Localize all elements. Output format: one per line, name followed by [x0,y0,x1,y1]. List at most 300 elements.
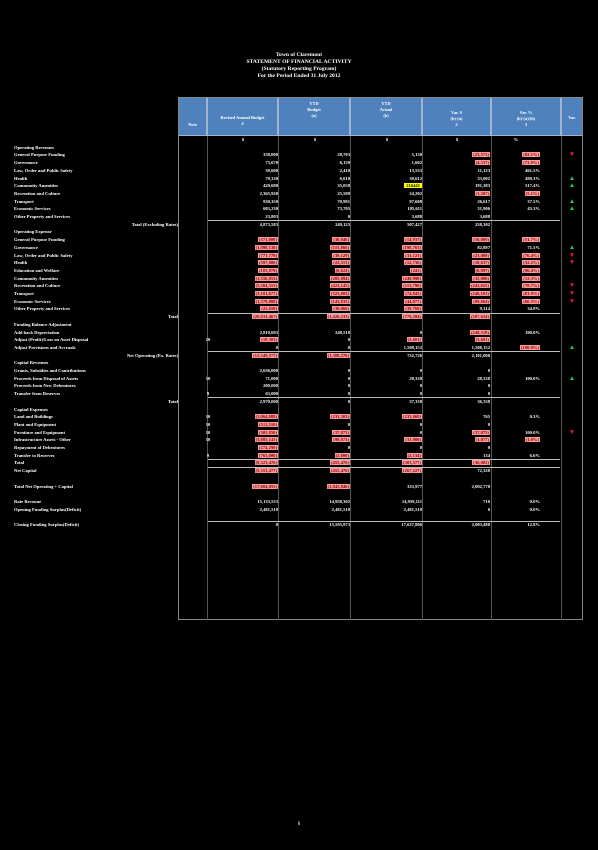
cell-c3 [352,275,422,282]
cell-c2 [280,444,350,451]
cell-c4 [424,313,490,320]
cell-value: (30,946) [333,237,349,243]
cell-value: (81.9%) [523,291,539,296]
cell-value: 82,897 [477,244,490,250]
cell-c5 [492,259,540,266]
header-ytd-actual-2: Actual [379,107,393,112]
cell-value: 0 [487,368,490,373]
cell-value: (2,000) [335,452,349,458]
cell-c2 [280,313,350,320]
cell-value: (51.7%) [523,237,539,243]
cell-value: 2,365,920 [259,190,278,196]
cell-c2 [280,175,350,182]
cell-value: 5,130 [411,152,422,158]
cell-c5 [492,151,540,158]
cell-c1 [208,336,278,343]
cell-value: (198,763) [403,244,421,250]
cell-value: 216441 [406,183,420,189]
cell-c5 [492,236,540,243]
cell-value: 134 [483,452,490,458]
table-row [14,221,584,228]
cell-value: 0 [347,421,350,427]
cell-value: (3,681) [475,337,489,343]
cell-value: (66.5%) [523,298,539,304]
cell-value: (285,094) [331,275,349,281]
cell-value: (455,476) [331,468,349,474]
header-ytd-budget-2: Budget [307,107,321,112]
table-row [14,298,584,305]
row-note: 9 [206,391,210,397]
org-title: Town of Claremont [275,52,323,58]
table-row [14,359,584,366]
cell-value: 2,636,000 [259,368,278,373]
cell-value: 603,230 [263,206,278,212]
cell-c4 [424,221,490,228]
cell-c1 [208,198,278,205]
cell-c3 [352,298,422,305]
cell-c3 [352,375,422,382]
cell-c2 [280,282,350,289]
table-row [14,267,584,274]
cell-value: (96.4%) [523,267,539,273]
cell-c3 [352,352,422,359]
cell-value: 0 [487,506,490,512]
cell-c3 [352,390,422,397]
cell-value: (323,003) [331,291,349,296]
cell-value: 97,608 [409,198,422,204]
up-arrow-icon: ▲ [568,205,576,213]
cell-value: 0 [419,429,422,435]
cell-value: 72,320 [477,468,490,474]
table-row [14,213,584,220]
cell-c3 [352,182,422,189]
up-arrow-icon: ▲ [568,343,576,351]
total-rule [208,397,560,398]
cell-c4 [424,167,490,174]
cell-c1 [208,267,278,274]
cell-c4 [424,290,490,297]
cell-c4 [424,205,490,212]
page-number: 8 [297,822,301,827]
table-row [14,521,584,528]
cell-value: 338,000 [263,152,278,158]
cell-value: (31,121) [405,252,421,258]
cell-value: 28,703 [337,152,350,158]
cell-c5 [492,205,540,212]
cell-value: 0 [275,344,278,350]
cell-c3 [352,313,422,320]
cell-value: (5,353,477) [255,468,277,474]
cell-c5 [492,429,540,436]
header-budget-sub: 4 [241,121,244,126]
cell-value: 71.5% [527,244,540,250]
cell-value: 0 [347,214,350,219]
cell-value: 0 [419,421,422,427]
table-row [14,413,584,420]
cell-value: 2,101,000 [471,352,490,358]
cell-value: (100.0%) [521,344,539,350]
table-row [14,236,584,243]
cell-value: 2,481,518 [331,506,350,512]
cell-value: 37,338 [409,398,422,404]
cell-value: (3,885,143) [255,437,277,443]
cell-value: 517.4% [525,183,540,189]
row-label: Grants, Subsidies and Contributions [14,368,86,373]
cell-c2 [280,221,350,228]
cell-value: 2,481,518 [403,506,422,512]
cell-c1 [208,221,278,228]
cell-c3 [352,190,422,197]
cell-c3 [352,452,422,459]
cell-value: 0 [487,391,490,397]
cell-c4 [424,244,490,251]
cell-value: (4,537) [475,160,489,166]
cell-c2 [280,205,350,212]
table-row [14,144,584,151]
cell-c5 [492,413,540,420]
row-label: Recreation and Culture [14,283,61,289]
row-label: Transport [14,291,34,296]
cell-c4 [424,305,490,312]
cell-c4 [424,506,490,513]
cell-c4 [424,344,490,351]
cell-value: 200,000 [263,383,278,389]
cell-c3 [352,175,422,182]
cell-value: (397,000) [259,260,277,266]
cell-c5 [492,521,540,528]
row-label: Closing Funding Surplus(Deficit) [14,522,80,527]
table-row [14,344,584,351]
cell-value: (52.2%) [523,260,539,266]
cell-value: (74,843) [405,291,421,296]
table-row [14,367,584,374]
cell-c3 [352,483,422,490]
cell-c4 [424,213,490,220]
cell-value: (31,900) [405,437,421,443]
statement-subtitle: (Statutory Reporting Program) [261,66,337,72]
cell-value: 39,612 [409,175,422,181]
statement-title: STATEMENT OF FINANCIAL ACTIVITY [246,59,352,65]
cell-value: 105,611 [407,206,422,212]
cell-c1 [208,275,278,282]
cell-value: (6,997) [475,267,489,273]
cell-value: 31,906 [477,206,490,212]
table-row [14,406,584,413]
cell-c3 [352,213,422,220]
cell-value: 15,595,973 [329,522,350,527]
cell-c3 [352,159,422,166]
cell-value: (18,383) [261,337,277,343]
cell-c2 [280,190,350,197]
cell-c3 [352,413,422,420]
cell-c2 [280,506,350,513]
table-row [14,205,584,212]
cell-value: (39,760) [405,306,421,312]
cell-value: (35,096) [473,275,489,281]
cell-c5 [492,298,540,305]
row-label: Furniture and Equipment [14,429,65,435]
cell-c5 [492,244,540,251]
cell-value: 2,481,518 [259,506,278,512]
row-label: Capital Expenses [14,406,48,412]
cell-c1 [208,213,278,220]
table-row [14,513,584,520]
cell-c1 [208,252,278,259]
cell-value: (1,379,888) [255,298,277,304]
cell-value: 0 [347,368,350,373]
header-ytd-actual-1: YTD [381,101,391,106]
down-arrow-icon: ▼ [568,297,576,305]
cell-value: (22,513) [333,260,349,266]
row-label: Community Amenities [14,183,59,189]
cell-c4 [424,429,490,436]
cell-c2 [280,305,350,312]
cell-value: (3,064,088) [255,414,277,420]
cell-c1 [208,506,278,513]
unit-c3: $ [385,137,389,142]
cell-c2 [280,182,350,189]
row-label: Governance [14,244,38,250]
cell-value: 34.9% [527,306,540,312]
cell-c4 [424,282,490,289]
cell-c3 [352,336,422,343]
cell-c1 [208,313,278,320]
cell-c4 [424,252,490,259]
cell-value: (512,510) [259,421,277,427]
row-label: General Purpose Funding [14,152,65,158]
cell-value: (23,008) [473,252,489,258]
cell-c1 [208,305,278,312]
cell-c5 [492,167,540,174]
cell-c3 [352,506,422,513]
cell-c1 [208,344,278,351]
cell-c3 [352,344,422,351]
cell-value: 2,410 [339,167,350,173]
cell-value: 17,637,806 [401,522,422,527]
unit-c2: $ [313,137,317,142]
cell-value: (14,937) [405,237,421,243]
cell-value: (78.7%) [523,283,539,289]
cell-value: (23,573) [473,152,489,158]
up-arrow-icon: ▲ [568,197,576,205]
header-var-pct-3: 3 [524,122,528,127]
cell-value: 43.3% [527,206,540,212]
cell-c4 [424,375,490,382]
table-row [14,436,584,443]
header-ytd-budget-1: YTD [309,101,319,106]
cell-c2 [280,498,350,505]
row-label: Recreation and Culture [14,190,61,196]
table-row [14,398,584,405]
period-title: For the Period Ended 31 July 2012 [257,73,341,79]
cell-value: 0 [419,445,422,450]
cell-c3 [352,382,422,389]
cell-value: 6,139 [339,160,350,166]
cell-value: 71,000 [265,375,278,381]
table-row [14,198,584,205]
row-label: Total [167,398,178,404]
cell-value: (233,303) [331,414,349,420]
cell-value: 100.0% [525,375,540,381]
cell-c4 [424,521,490,528]
cell-c4 [424,498,490,505]
cell-c4 [424,151,490,158]
total-rule [208,313,560,314]
cell-value: (303,577) [403,460,421,466]
cell-value: 100.0% [525,429,540,435]
cell-c3 [352,151,422,158]
cell-c1 [208,182,278,189]
cell-value: (103,879) [259,267,277,273]
cell-value: (771,779) [259,252,277,258]
cell-c1 [208,483,278,490]
cell-c2 [280,198,350,205]
table-row [14,429,584,436]
cell-c5 [492,506,540,513]
row-label: Land and Buildings [14,414,53,420]
cell-value: 732,726 [407,352,422,358]
cell-c3 [352,252,422,259]
table-row [14,459,584,466]
cell-value: (37,075) [333,429,349,435]
cell-c4 [424,382,490,389]
cell-value: 3,688 [411,214,422,219]
cell-value: 0.3% [529,414,540,420]
cell-value: 0 [347,398,350,404]
down-arrow-icon: ▼ [568,282,576,290]
cell-c2 [280,336,350,343]
cell-c5 [492,375,540,382]
cell-value: (143,835) [331,298,349,304]
header-ytd-budget-3: (a) [311,113,317,118]
cell-c1 [208,259,278,266]
cell-c2 [280,413,350,420]
cell-value: 0 [487,421,490,427]
cell-value: (113,790) [403,283,421,289]
table-row [14,390,584,397]
cell-value: 710 [483,498,490,504]
cell-value: (10,637) [473,260,489,266]
row-label: Health [14,260,28,266]
down-arrow-icon: ▼ [568,151,576,159]
cell-c3 [352,429,422,436]
cell-value: 499.3% [525,175,540,181]
cell-value: 14,958,302 [329,498,350,504]
cell-c1 [208,159,278,166]
cell-c3 [352,167,422,174]
cell-value: 73,705 [337,206,350,212]
cell-value: 0 [347,383,350,389]
cell-value: 26,617 [477,198,490,204]
table-row [14,498,584,505]
cell-c3 [352,498,422,505]
cell-c1 [208,398,278,405]
row-label: Rate Revenue [14,498,42,504]
cell-c3 [352,290,422,297]
cell-value: (6,622) [335,267,349,273]
cell-value: 0 [419,329,422,335]
cell-value: 2,002,770 [471,483,490,489]
table-row [14,490,584,497]
total-rule [208,220,560,221]
cell-c2 [280,429,350,436]
cell-value: (12.3%) [523,275,539,281]
cell-c2 [280,252,350,259]
down-arrow-icon: ▼ [568,290,576,297]
cell-value: 24,202 [409,190,422,196]
row-label: Economic Services [14,298,51,304]
row-note: 10 [205,375,211,381]
row-label: Proceeds from Disposal of Assets [14,375,79,381]
cell-value: (1,388,270) [327,352,349,358]
cell-c4 [424,452,490,459]
cell-value: 0 [419,368,422,373]
cell-c4 [424,175,490,182]
table-row [14,467,584,474]
cell-value: 4,873,583 [259,221,278,227]
cell-c4 [424,367,490,374]
table-row [14,421,584,428]
row-label: Operating Revenues [14,144,54,150]
cell-c2 [280,421,350,428]
table-row [14,336,584,343]
cell-c2 [280,267,350,274]
cell-value: (17,004,055) [253,483,277,489]
row-label: Law, Order and Public Safety [14,252,73,258]
unit-c4: $ [455,137,459,142]
header-var-label: Var. [568,115,576,120]
row-label: Other Property and Services [14,214,71,219]
cell-c2 [280,259,350,266]
cell-c5 [492,267,540,274]
cell-c1 [208,175,278,182]
cell-c3 [352,444,422,451]
cell-c1 [208,190,278,197]
up-arrow-icon: ▲ [568,174,576,182]
cell-value: 79,330 [265,175,278,181]
cell-c1 [208,290,278,297]
cell-value: (98,073) [333,437,349,443]
cell-value: 0 [347,375,350,381]
cell-c5 [492,190,540,197]
cell-value: (3,101,677) [255,291,277,296]
up-arrow-icon: ▲ [568,243,576,251]
cell-value: 0 [347,445,350,450]
row-label: Transfer from Reserves [14,391,61,397]
cell-value: 1,602 [411,160,422,166]
cell-value: 14,959,111 [401,498,422,504]
cell-c2 [280,167,350,174]
cell-c1 [208,521,278,528]
cell-c1 [208,498,278,505]
cell-value: (1.0%) [525,437,539,443]
cell-value: (99,664) [473,298,489,304]
cell-c5 [492,436,540,443]
cell-c4 [424,459,490,466]
cell-value: 23,803 [265,214,278,219]
row-note: 10 [205,437,211,443]
table-row [14,175,584,182]
cell-c3 [352,436,422,443]
cell-c2 [280,521,350,528]
row-label: Adjust (Profit)/Loss on Asset Disposal [14,337,89,343]
cell-c4 [424,298,490,305]
cell-c2 [280,275,350,282]
cell-c2 [280,452,350,459]
header-var-dollar-3: 2 [455,122,458,127]
cell-c3 [352,244,422,251]
cell-c3 [352,267,422,274]
